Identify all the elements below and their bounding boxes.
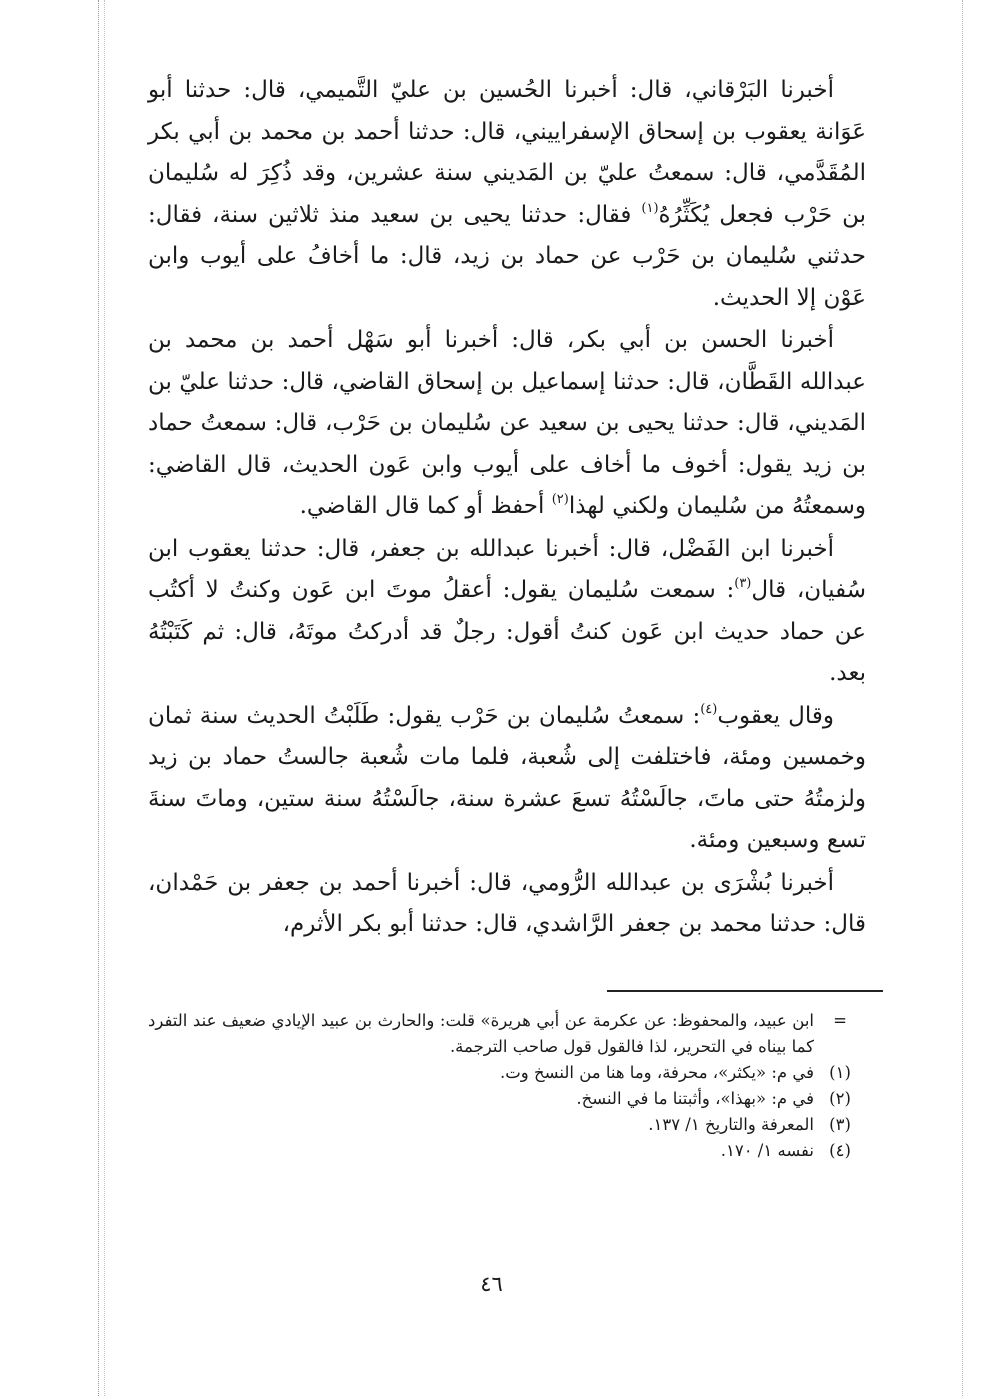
footnote xyxy=(148,1086,866,1112)
scan-margin-line xyxy=(104,0,105,1396)
footnote-ref[interactable]: (١) xyxy=(641,200,659,216)
paragraph: أخبرنا بُشْرَى بن عبدالله الرُّومي، قال: أخبرنا أحمد بن جعفر بن حَمْدان، قال: حدثنا محمد بن جعفر الرَّاشدي، قال: حدثنا أبو بكر الأثرم، xyxy=(148,869,866,937)
scan-margin-line xyxy=(962,0,963,1396)
footnote-text: المعرفة والتاريخ ١/ ١٣٧. xyxy=(648,1115,814,1134)
footnotes xyxy=(148,1008,866,1164)
footnote-mark: (٢) xyxy=(829,1089,851,1108)
paragraph: أخبرنا الحسن بن أبي بكر، قال: أخبرنا أبو سَهْل أحمد بن محمد بن عبدالله القَطَّان، قال: حدثنا إسماعيل بن إسحاق القاضي، قال: حدثنا عليّ بن المَديني، قال: حدثنا يحيى بن سعيد عن سُليمان بن حَرْب، قال: سمعتُ حماد بن زيد يقول: أخوف ما أخاف على أيوب وابن عَون الحديث، قال القاضي: وسمعتُهُ من سُليمان ولكني لهذا$^{(٢)}$ أحفظ أو كما قال القاضي. xyxy=(148,327,866,519)
footnote-ref[interactable]: (٢) xyxy=(551,492,569,507)
main-text xyxy=(148,70,866,946)
footnote-mark: (١) xyxy=(829,1063,851,1082)
footnote-mark: = xyxy=(833,1011,847,1030)
footnote xyxy=(148,1112,866,1138)
footnote-ref[interactable]: (٣) xyxy=(734,576,752,591)
footnote xyxy=(148,1060,866,1086)
footnote-text: نفسه ١/ ١٧٠. xyxy=(720,1141,814,1160)
scan-margin-line xyxy=(98,0,99,1396)
footnote-ref[interactable]: (٤) xyxy=(700,701,718,717)
footnote-mark: (٣) xyxy=(829,1115,851,1134)
footnote-mark: (٤) xyxy=(829,1141,851,1160)
footnote xyxy=(148,1138,866,1164)
footnote-continued xyxy=(148,1008,866,1060)
page-number: ٤٦ xyxy=(480,1272,503,1296)
footnote-separator xyxy=(607,990,883,992)
paragraph: أخبرنا البَرْقاني، قال: أخبرنا الحُسين بن عليّ التَّميمي، قال: حدثنا أبو عَوَانة يعقوب بن إسحاق الإسفراييني، قال: حدثنا أحمد بن محمد بن أبي بكر المُقَدَّمي، قال: سمعتُ عليّ بن المَديني سنة عشرين، وقد ذُكِرَ له سُليمان بن حَرْب فجعل يُكَثِّرُهُ$^{(١)}$ فقال: حدثنا يحيى بن سعيد منذ ثلاثين سنة، فقال: حدثني سُليمان بن حَرْب عن حماد بن زيد، قال: ما أخافُ على أيوب وابن عَوْن إلا الحديث. xyxy=(148,77,866,311)
footnote-text: في م: «بهذا»، وأثبتنا ما في النسخ. xyxy=(576,1089,814,1108)
paragraph: أخبرنا ابن الفَضْل، قال: أخبرنا عبدالله بن جعفر، قال: حدثنا يعقوب ابن سُفيان، قال$^{(٣)}$: سمعت سُليمان يقول: أعقلُ موتَ ابن عَون وكنتُ لا أكتُب عن حماد حديث ابن عَون كنتُ أقول: رجلٌ قد أدركتُ موتَهُ، قال: ثم كَتَبْتُهُ بعد. xyxy=(148,535,867,686)
footnote-text: في م: «يكثر»، محرفة، وما هنا من النسخ وت. xyxy=(500,1063,814,1082)
footnote-text: ابن عبيد، والمحفوظ: عن عكرمة عن أبي هريرة» قلت: والحارث بن عبيد الإيادي ضعيف عند التفرد كما بيناه في التحرير، لذا فالقول قول صاحب الترجمة. xyxy=(148,1011,814,1056)
paragraph: وقال يعقوب$^{(٤)}$: سمعتُ سُليمان بن حَرْب يقول: طَلَبْتُ الحديث سنة ثمان وخمسين ومئة، فاختلفت إلى شُعبة، فلما مات شُعبة جالستُ حماد بن زيد ولزمتُهُ حتى ماتَ، جالَسْتُهُ تسعَ عشرة سنة، جالَسْتُهُ سنة ستين، وماتَ سنةَ تسع وسبعين ومئة. xyxy=(148,701,866,853)
